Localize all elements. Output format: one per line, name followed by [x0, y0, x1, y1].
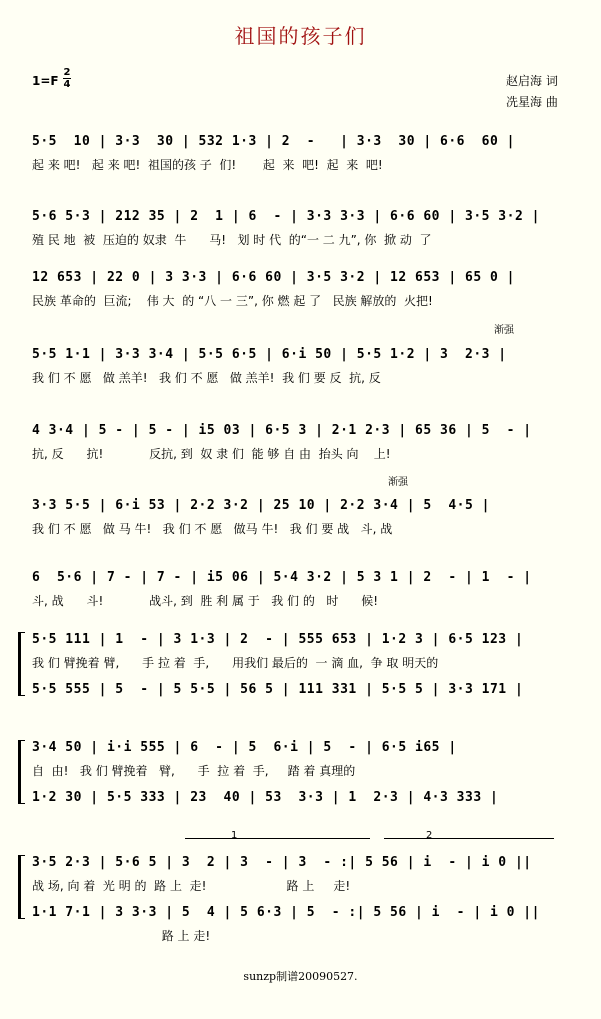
lyric-line: 自 由! 我 们 臂挽着 臂, 手 拉 着 手, 踏 着 真理的: [32, 764, 356, 778]
score-system-8-lower: [0, 682, 601, 720]
score-system-2: [0, 209, 601, 247]
notation-line: 5·5 1·1 | 3·3 3·4 | 5·5 6·5 | 6·i 50 | 5·5 1·2 | 3 2·3 |: [32, 347, 507, 362]
notation-line: 1·2 30 | 5·5 333 | 23 40 | 53 3·3 | 1 2·3 | 4·3 333 |: [32, 790, 499, 805]
score-system-10-lower: [0, 905, 601, 943]
lyric-line: 民族 革命的 巨流; 伟 大 的 “八 一 三”, 你 燃 起 了 民族 解放的 火把!: [32, 294, 433, 308]
notation-line: 5·5 555 | 5 - | 5 5·5 | 56 5 | 111 331 | 5·5 5 | 3·3 171 |: [32, 682, 524, 697]
score-system-9-lower: [0, 790, 601, 828]
notation-line: 5·6 5·3 | 212 35 | 2 1 | 6 - | 3·3 3·3 | 6·6 60 | 3·5 3·2 |: [32, 209, 540, 224]
crescendo-mark: 渐强: [388, 477, 408, 488]
notation-line: 3·5 2·3 | 5·6 5 | 3 2 | 3 - | 3 - :| 5 56 | i - | i 0 ||: [32, 855, 532, 870]
first-ending-bracket: 1: [185, 838, 370, 839]
score-system-7: [0, 570, 601, 608]
score-system-3: [0, 270, 601, 308]
notation-line: 4 3·4 | 5 - | 5 - | i5 03 | 6·5 3 | 2·1 2·3 | 65 36 | 5 - |: [32, 423, 532, 438]
lyric-line: 殖 民 地 被 压迫的 奴隶 牛 马! 划 时 代 的“一 二 九”, 你 掀 动 了: [32, 233, 432, 247]
notation-line: 5·5 10 | 3·3 30 | 532 1·3 | 2 - | 3·3 30 | 6·6 60 |: [32, 134, 515, 149]
notation-line: 6 5·6 | 7 - | 7 - | i5 06 | 5·4 3·2 | 5 3 1 | 2 - | 1 - |: [32, 570, 532, 585]
lyric-line: 战 场, 向 着 光 明 的 路 上 走! 路 上 走!: [32, 879, 351, 893]
notation-line: 1·1 7·1 | 3 3·3 | 5 4 | 5 6·3 | 5 - :| 5 56 | i - | i 0 ||: [32, 905, 540, 920]
score-system-1: [0, 134, 601, 172]
notation-line: 3·3 5·5 | 6·i 53 | 2·2 3·2 | 25 10 | 2·2 3·4 | 5 4·5 |: [32, 498, 490, 513]
key-signature: 1=F: [32, 74, 59, 88]
score-system-9-upper: [0, 740, 601, 778]
lyric-line: 我 们 不 愿 做 羔羊! 我 们 不 愿 做 羔羊! 我 们 要 反 抗, 反: [32, 371, 381, 385]
notation-line: 12 653 | 22 0 | 3 3·3 | 6·6 60 | 3·5 3·2 | 12 653 | 65 0 |: [32, 270, 515, 285]
score-system-6: [0, 498, 601, 536]
score-system-8-upper: [0, 632, 601, 670]
notation-line: 3·4 50 | i·i 555 | 6 - | 5 6·i | 5 - | 6·5 i65 |: [32, 740, 457, 755]
song-title: 祖国的孩子们: [234, 24, 367, 48]
notation-line: 5·5 111 | 1 - | 3 1·3 | 2 - | 555 653 | 1·2 3 | 6·5 123 |: [32, 632, 524, 647]
lyricist-credit: 赵启海 词: [506, 74, 558, 88]
score-system-4: [0, 347, 601, 385]
transcriber-credit: sunzp制谱20090527.: [243, 970, 358, 983]
time-signature: 2 4: [63, 67, 71, 90]
lyric-line: 我 们 不 愿 做 马 牛! 我 们 不 愿 做马 牛! 我 们 要 战 斗, 战: [32, 522, 393, 536]
score-system-10-upper: [0, 855, 601, 893]
lyric-line: 抗, 反 抗! 反抗, 到 奴 隶 们 能 够 自 由 抬头 向 上!: [32, 447, 391, 461]
crescendo-mark: 渐强: [494, 325, 514, 336]
composer-credit: 冼星海 曲: [506, 95, 558, 109]
lyric-line: 路 上 走!: [32, 929, 211, 943]
second-ending-bracket: 2: [384, 838, 554, 839]
lyric-line: 起 来 吧! 起 来 吧! 祖国的孩 子 们! 起 来 吧! 起 来 吧!: [32, 158, 383, 172]
lyric-line: 我 们 臂挽着 臂, 手 拉 着 手, 用我们 最后的 一 滴 血, 争 取 明天的: [32, 656, 439, 670]
lyric-line: 斗, 战 斗! 战斗, 到 胜 利 属 于 我 们 的 时 候!: [32, 594, 379, 608]
score-system-5: [0, 423, 601, 461]
